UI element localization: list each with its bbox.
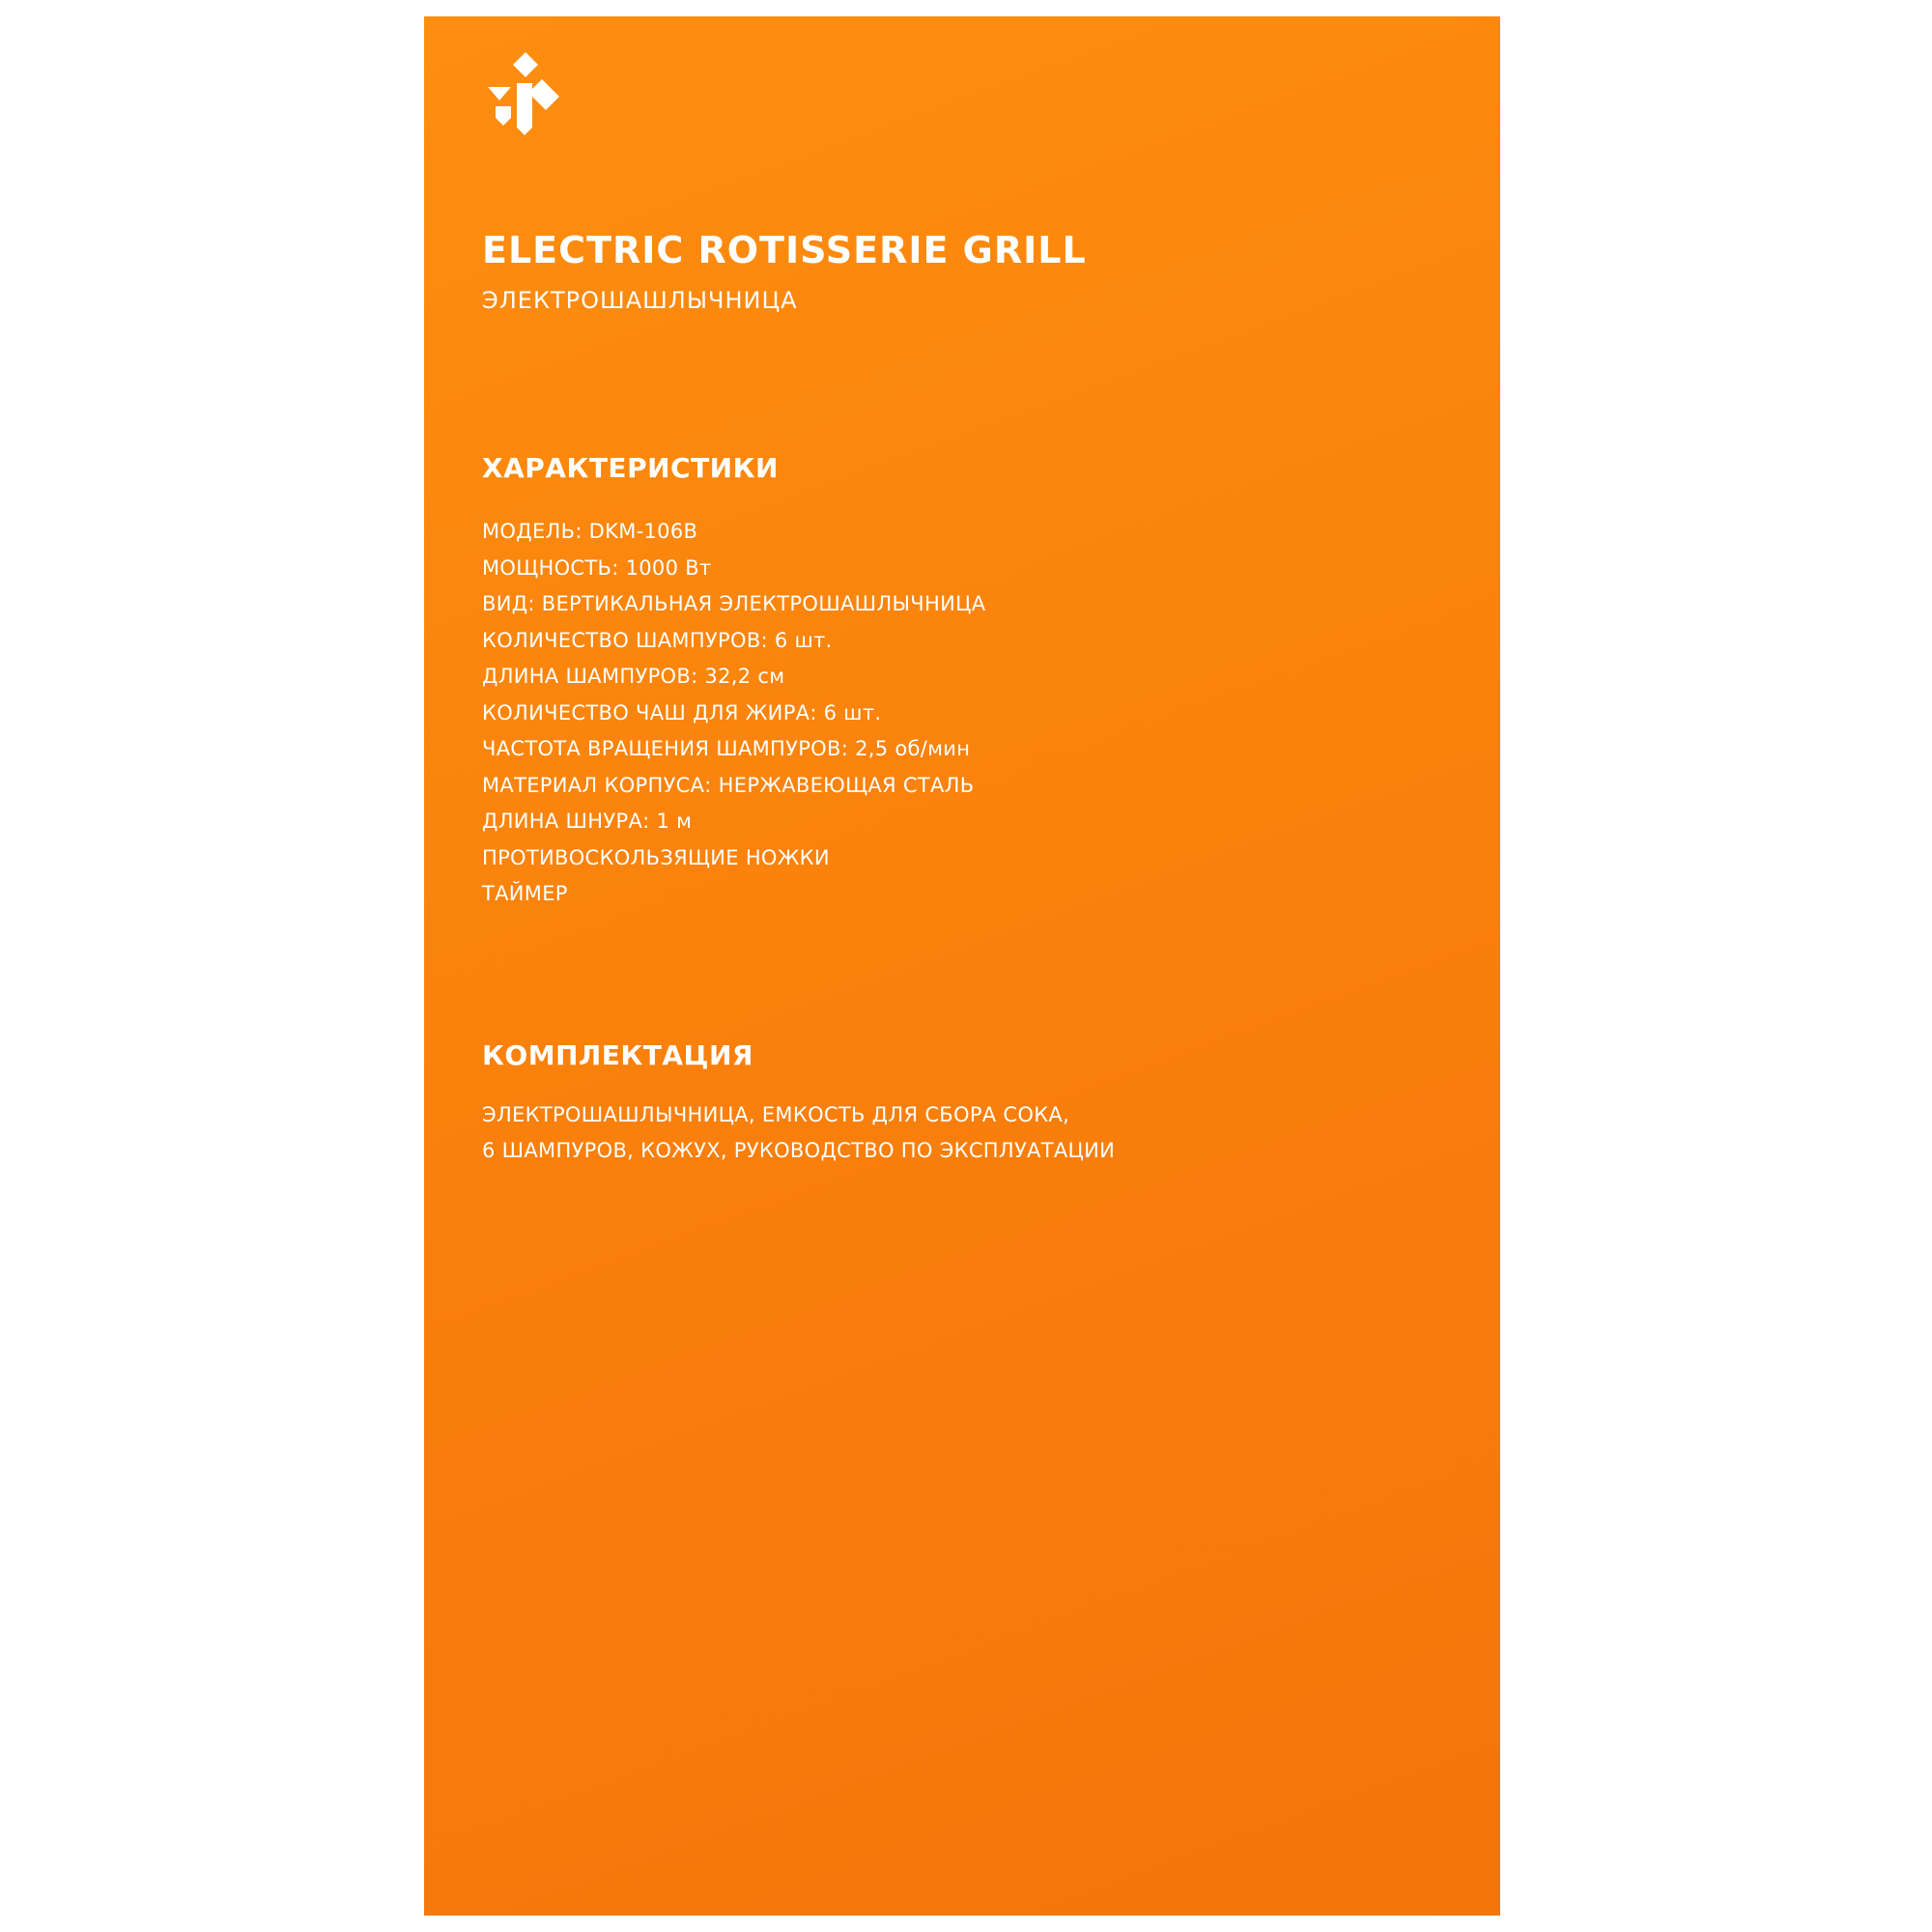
- package-contents-line: 6 ШАМПУРОВ, КОЖУХ, РУКОВОДСТВО ПО ЭКСПЛУАТАЦИИ: [482, 1139, 1116, 1162]
- spec-item-rotation-speed: ЧАСТОТА ВРАЩЕНИЯ ШАМПУРОВ: 2,5 об/мин: [482, 737, 971, 760]
- specifications-list: [482, 514, 985, 913]
- product-subtitle: ЭЛЕКТРОШАШЛЫЧНИЦА: [482, 287, 798, 314]
- spec-item-timer: ТАЙМЕР: [482, 882, 568, 905]
- brand-logo-icon: [482, 50, 569, 137]
- spec-item-body-material: МАТЕРИАЛ КОРПУСА: НЕРЖАВЕЮЩАЯ СТАЛЬ: [482, 773, 975, 797]
- spec-item-skewer-count: КОЛИЧЕСТВО ШАМПУРОВ: 6 шт.: [482, 628, 833, 652]
- package-contents-line: ЭЛЕКТРОШАШЛЫЧНИЦА, ЕМКОСТЬ ДЛЯ СБОРА СОКА,: [482, 1103, 1070, 1126]
- spec-item-power: МОЩНОСТЬ: 1000 Вт: [482, 555, 712, 580]
- package-contents-heading: КОМПЛЕКТАЦИЯ: [482, 1039, 753, 1071]
- specifications-heading: ХАРАКТЕРИСТИКИ: [482, 452, 779, 484]
- product-info-card: [424, 16, 1500, 1916]
- spec-item-type: ВИД: ВЕРТИКАЛЬНАЯ ЭЛЕКТРОШАШЛЫЧНИЦА: [482, 592, 986, 615]
- spec-item-anti-slip-feet: ПРОТИВОСКОЛЬЗЯЩИЕ НОЖКИ: [482, 845, 830, 869]
- package-contents-text: [482, 1097, 1448, 1169]
- spec-item-skewer-length: ДЛИНА ШАМПУРОВ: 32,2 см: [482, 665, 785, 688]
- product-title: ELECTRIC ROTISSERIE GRILL: [482, 229, 1087, 271]
- spec-item-cord-length: ДЛИНА ШНУРА: 1 м: [482, 810, 693, 833]
- spec-item-fat-cups: КОЛИЧЕСТВО ЧАШ ДЛЯ ЖИРА: 6 шт.: [482, 700, 882, 724]
- spec-item-model: МОДЕЛЬ: DKM-106B: [482, 520, 698, 543]
